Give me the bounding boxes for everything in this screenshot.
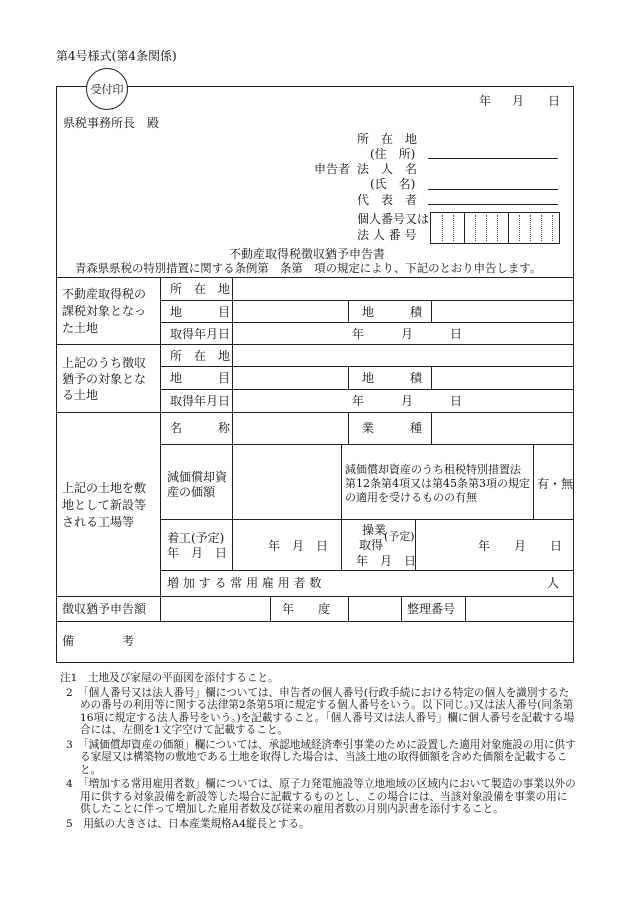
s2-month: 月 — [401, 394, 414, 408]
remarks-label: 備 考 — [62, 634, 135, 648]
deferral-ref-no: 整理番号 — [407, 602, 456, 616]
s2-heading-1: 上記のうち徴収 — [62, 356, 147, 370]
rep-label: 代 表 者 — [357, 193, 418, 207]
number-entry-box[interactable] — [430, 212, 560, 244]
s1-lot-label: 地 目 — [170, 305, 231, 319]
s3-heading-2: 地として新設等 — [62, 498, 147, 512]
address-sub: (住 所) — [370, 147, 416, 161]
name-sub: (氏 名) — [370, 177, 416, 191]
date-month: 月 — [512, 94, 525, 108]
s3-op-label-3: 取得 — [359, 538, 384, 552]
applicant-role: 申告者 — [314, 162, 351, 176]
form-number: 第4号様式(第4条関係) — [56, 49, 177, 63]
s2-acq-date-label: 取得年月日 — [170, 394, 231, 408]
address-label: 所 在 地 — [357, 132, 418, 146]
s2-heading-3: る土地 — [62, 388, 99, 402]
name-line — [428, 189, 558, 190]
date-day: 日 — [548, 94, 561, 108]
intro-text: 青森県県税の特別措置に関する条例第 条第 項の規定により、下記のとおり申告します。 — [75, 261, 542, 275]
s3-op-label-2: (予定) — [384, 530, 415, 543]
note-3: 3 「減価償却資産の価額」欄については、承認地域経済牽引事業のために設置した適用対象施設の用に供する家屋又は構築物の敷地である土地を取得した場合は、当該土地の取得価額を含めた価額を記載すること。 — [66, 738, 576, 776]
s2-heading-2: 猶予の対象とな — [62, 372, 147, 386]
s3-heading-1: 上記の土地を敷 — [62, 481, 147, 495]
address-line — [428, 158, 558, 159]
date-year: 年 — [479, 94, 492, 108]
note-2: 2 「個人番号又は法人番号」欄については、申告者の個人番号(行政手続における特定の個人を識別するための番号の利用等に関する法律第2条第5項に規定する個人番号をいう。以下同じ。)又は法人番号(同条第16項に規定する法人番号をいう。)を記載すること。「個人番号又は法人番号」欄に個人番号を記載する場合には、左側を1文字空けて記載すること。 — [66, 686, 575, 736]
s1-day: 日 — [450, 327, 463, 341]
s1-acq-date-label: 取得年月日 — [170, 327, 231, 341]
s3-op-ymd: 年 月 日 — [478, 539, 563, 553]
s1-area-label: 地 積 — [362, 305, 423, 319]
s3-start-label-2: 年 月 日 — [167, 546, 228, 560]
form-title: 不動産取得税徴収猶予申告書 — [229, 247, 386, 261]
s3-special-label-1: 減価償却資産のうち租税特別措置法 — [345, 463, 521, 476]
note-4: 4 「増加する常用雇用者数」欄については、原子力発電施設等立地地域の区域内において製造の事業以外の用に供する対象設備を新設等した場合に記載するものとし、この場合には、当該対象設備を事業の用に供したことに伴って増加した雇用者数及び従来の雇用者数の月別内訳書を添付すること。 — [66, 778, 576, 815]
s3-employees-label: 増 加 す る 常 用 雇 用 者 数 — [167, 576, 322, 590]
s3-start-label-1: 着工(予定) — [167, 531, 225, 545]
s3-heading-3: される工場等 — [62, 515, 135, 529]
s1-heading-2: 課税対象となっ — [62, 304, 147, 318]
receipt-stamp — [86, 68, 128, 110]
s1-month: 月 — [401, 327, 414, 341]
s3-special-label-2: 第12条第4項又は第45条第3項の規定 — [345, 477, 530, 490]
rep-line — [428, 204, 558, 205]
s3-special-label-3: の適用を受けるものの有無 — [345, 491, 477, 504]
s3-yes-no[interactable]: 有・無 — [537, 477, 574, 491]
s2-year: 年 — [352, 394, 365, 408]
deferral-label: 徴収猶予申告額 — [62, 602, 147, 616]
s3-name-label: 名 称 — [170, 421, 231, 435]
addressee: 県税事務所長 殿 — [63, 116, 160, 130]
note-1: 注1 土地及び家屋の平面図を添付すること。 — [60, 672, 279, 684]
s2-day: 日 — [450, 394, 463, 408]
s3-start-ymd: 年 月 日 — [268, 539, 329, 553]
s3-depreciable-label-2: 産の価額 — [167, 485, 216, 499]
deferral-fiscal-year: 年 度 — [282, 602, 331, 616]
s3-depreciable-label-1: 減価償却資 — [167, 470, 228, 484]
s1-heading-3: た土地 — [62, 321, 99, 335]
s2-area-label: 地 積 — [362, 371, 423, 385]
number-label-1: 個人番号又は — [357, 212, 430, 226]
s1-location-label: 所 在 地 — [170, 282, 231, 296]
corp-name-label: 法 人 名 — [357, 162, 418, 176]
s3-industry-label: 業 種 — [362, 421, 423, 435]
note-5: 5 用紙の大きさは、日本産業規格A4縦長とする。 — [66, 817, 310, 830]
s3-op-label-1: 操業 — [362, 523, 387, 537]
s2-location-label: 所 在 地 — [170, 349, 231, 363]
receipt-stamp-label: 受付印 — [90, 83, 124, 96]
s1-heading-1: 不動産取得税の — [62, 287, 147, 301]
notes — [56, 672, 576, 832]
s3-employees-unit: 人 — [547, 576, 560, 590]
s3-op-label-4: 年 月 日 — [356, 554, 417, 568]
number-label-2: 法 人 番 号 — [357, 228, 417, 242]
s1-year: 年 — [352, 327, 365, 341]
s2-lot-label: 地 目 — [170, 371, 231, 385]
